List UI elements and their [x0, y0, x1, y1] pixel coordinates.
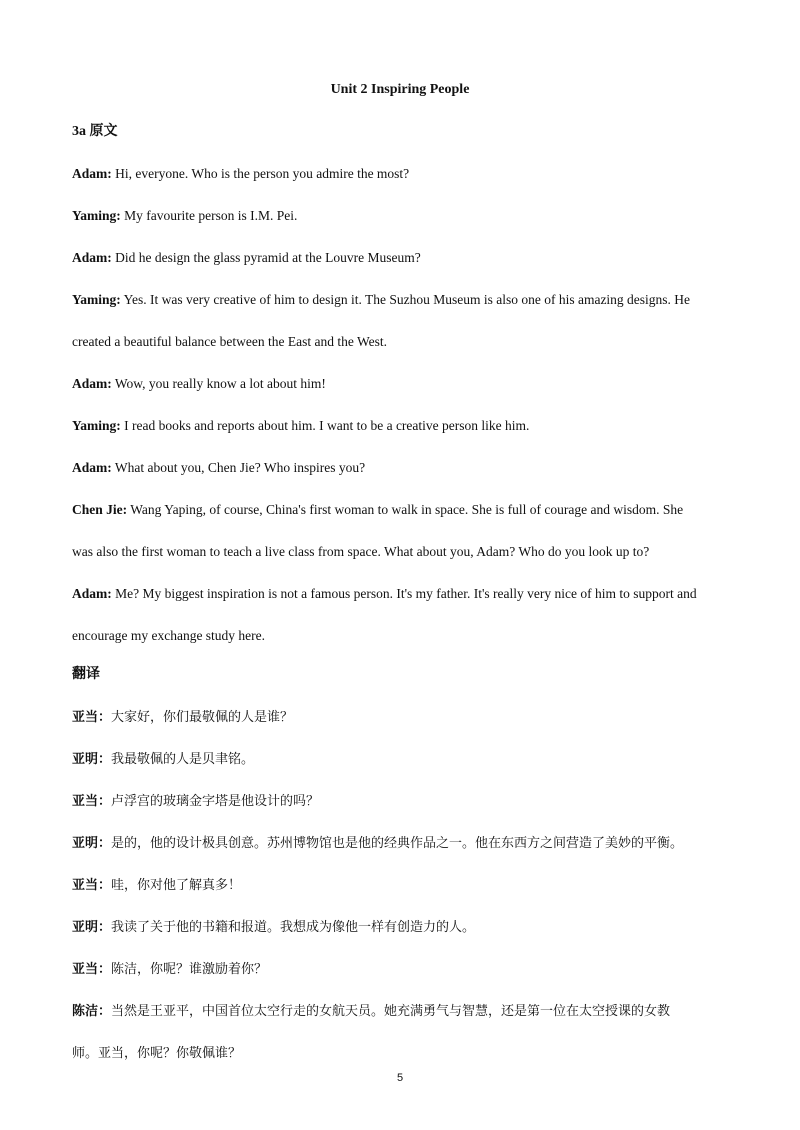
- line-text: 是的，他的设计极具创意。苏州博物馆也是他的经典作品之一。他在东西方之间营造了美妙的平衡。: [111, 836, 684, 851]
- translation-line: [72, 1033, 732, 1075]
- line-text: 陈洁，你呢？谁激励着你？: [111, 962, 268, 977]
- speaker-name: 亚明：: [72, 836, 112, 851]
- line-text: 哇，你对他了解真多！: [111, 878, 242, 893]
- line-text: encourage my exchange study here.: [72, 628, 266, 643]
- speaker-name: Yaming:: [72, 292, 121, 307]
- speaker-name: Yaming:: [72, 208, 121, 223]
- page-title: Unit 2 Inspiring People: [330, 82, 470, 97]
- dialogue-line: [72, 531, 732, 573]
- line-text: created a beautiful balance between the East and the West.: [72, 334, 388, 349]
- speaker-name: 亚当：: [72, 962, 112, 977]
- dialogue-line: [72, 279, 732, 321]
- speaker-name: Chen Jie:: [72, 502, 128, 517]
- dialogue-line: [72, 237, 732, 279]
- speaker-name: 亚当：: [72, 878, 112, 893]
- translation-line: [72, 781, 732, 823]
- line-text: Wow, you really know a lot about him!: [111, 376, 326, 391]
- line-text: 大家好，你们最敬佩的人是谁？: [111, 710, 294, 725]
- speaker-name: Adam:: [72, 166, 112, 181]
- speaker-name: 亚明：: [72, 920, 112, 935]
- line-text: 师。亚当，你呢？你敬佩谁？: [72, 1046, 242, 1061]
- speaker-name: 陈洁：: [72, 1004, 112, 1019]
- translation-line: [72, 865, 732, 907]
- translation-line: [72, 739, 732, 781]
- line-text: Yes. It was very creative of him to design it. The Suzhou Museum is also one of his amazing designs. He: [120, 292, 691, 307]
- dialogue-translation: [72, 697, 732, 1075]
- speaker-name: Yaming:: [72, 418, 121, 433]
- speaker-name: 亚明：: [72, 752, 112, 767]
- speaker-name: Adam:: [72, 250, 112, 265]
- line-text: Me? My biggest inspiration is not a famous person. It's my father. It's really very nice of him to support and: [111, 586, 697, 601]
- dialogue-line: [72, 363, 732, 405]
- line-text: was also the first woman to teach a live class from space. What about you, Adam? Who do you look up to?: [72, 544, 650, 559]
- dialogue-line: [72, 573, 732, 615]
- line-text: 我读了关于他的书籍和报道。我想成为像他一样有创造力的人。: [111, 920, 476, 935]
- dialogue-line: [72, 195, 732, 237]
- line-text: 卢浮宫的玻璃金字塔是他设计的吗？: [111, 794, 320, 809]
- line-text: Did he design the glass pyramid at the Louvre Museum?: [111, 250, 421, 265]
- dialogue-line: [72, 153, 732, 195]
- translation-line: [72, 949, 732, 991]
- line-text: What about you, Chen Jie? Who inspires you?: [111, 460, 366, 475]
- section-heading-original: 3a 原文: [72, 124, 118, 139]
- line-text: My favourite person is I.M. Pei.: [120, 208, 298, 223]
- page-number: 5: [396, 1072, 404, 1084]
- dialogue-line: [72, 447, 732, 489]
- speaker-name: 亚当：: [72, 710, 112, 725]
- line-text: 当然是王亚平，中国首位太空行走的女航天员。她充满勇气与智慧，还是第一位在太空授课的女教: [111, 1004, 671, 1019]
- dialogue-line: [72, 405, 732, 447]
- line-text: Wang Yaping, of course, China's first woman to walk in space. She is full of courage and wisdom. She: [127, 502, 684, 517]
- speaker-name: Adam:: [72, 376, 112, 391]
- dialogue-original: [72, 153, 732, 657]
- section-heading-translation: 翻译: [72, 667, 100, 682]
- speaker-name: Adam:: [72, 586, 112, 601]
- line-text: Hi, everyone. Who is the person you admire the most?: [111, 166, 410, 181]
- translation-line: [72, 697, 732, 739]
- dialogue-line: [72, 615, 732, 657]
- dialogue-line: [72, 489, 732, 531]
- line-text: 我最敬佩的人是贝聿铭。: [111, 752, 255, 767]
- line-text: I read books and reports about him. I want to be a creative person like him.: [120, 418, 530, 433]
- translation-line: [72, 991, 732, 1033]
- dialogue-line: [72, 321, 732, 363]
- translation-line: [72, 823, 732, 865]
- speaker-name: Adam:: [72, 460, 112, 475]
- speaker-name: 亚当：: [72, 794, 112, 809]
- translation-line: [72, 907, 732, 949]
